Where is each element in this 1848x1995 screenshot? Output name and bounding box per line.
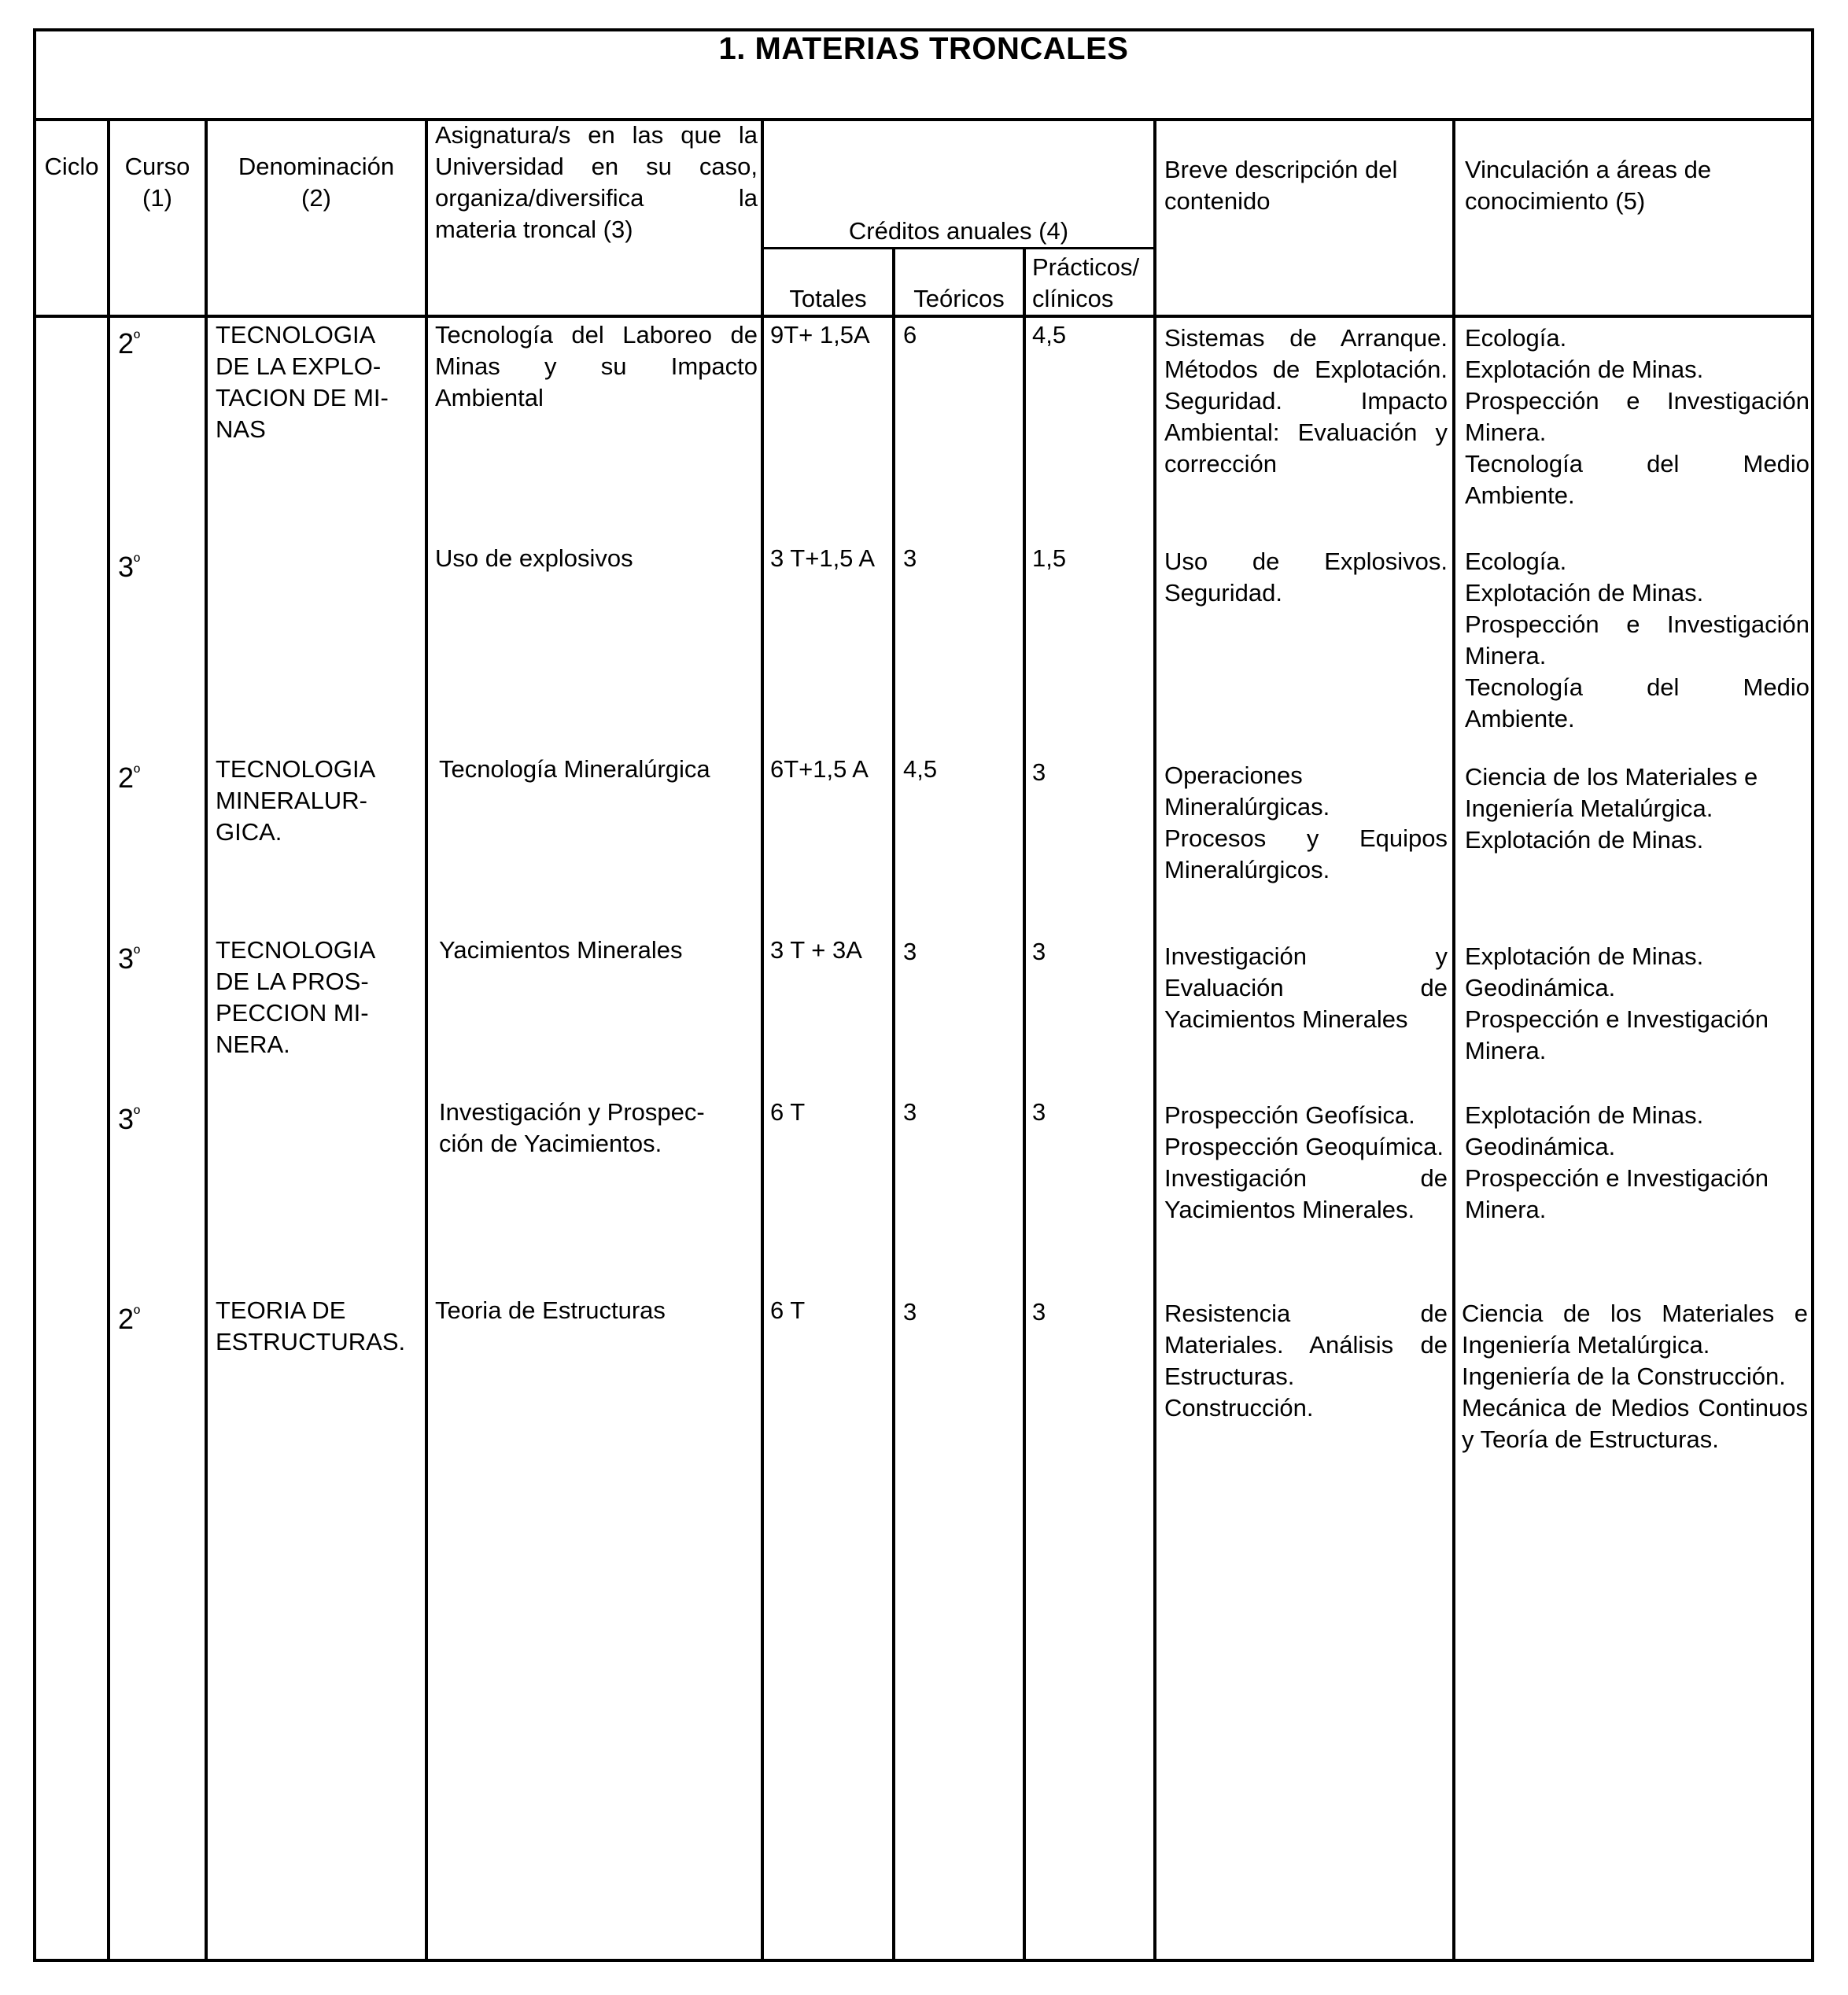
header-descripcion: Breve descripción del contenido: [1164, 156, 1398, 215]
header-denominacion: Denominación (2): [238, 153, 395, 212]
row-2-vinculacion: Ecología. Explotación de Minas. Prospección e Investigación Minera. Tecnología del Medio Ambiente.: [1465, 548, 1809, 732]
row-4-teoricos: 3: [903, 938, 917, 965]
row-3-teoricos: 4,5: [903, 755, 938, 783]
row-6-vinculacion: Ciencia de los Materiales e Ingeniería Metalúrgica. Ingeniería de la Construcción. Mecánica de Medios Continuos y Teoría de Estructuras.: [1462, 1300, 1808, 1453]
row-5-asignatura: Investigación y Prospec- ción de Yacimientos.: [439, 1098, 705, 1157]
row-4-descripcion: Investigación y Evaluación de Yacimientos Minerales: [1164, 942, 1448, 1033]
row-4-vinculacion: Explotación de Minas. Geodinámica. Prospección e Investigación Minera.: [1465, 942, 1769, 1064]
header-practicos: Prácticos/ clínicos: [1032, 253, 1140, 312]
row-6-denominacion: TEORIA DE ESTRUCTURAS.: [216, 1296, 406, 1355]
row-1-curso: $2^º$: [118, 327, 141, 360]
row-1-denominacion: TECNOLOGIA DE LA EXPLO- TACION DE MI- NAS: [216, 321, 389, 443]
header-ciclo: Ciclo: [44, 153, 99, 180]
row-3-denominacion: TECNOLOGIA MINERALUR- GICA.: [216, 755, 376, 846]
row-6-asignatura: Teoria de Estructuras: [435, 1296, 666, 1324]
row-1-practicos: 4,5: [1032, 321, 1067, 348]
row-4-curso: $3^º$: [118, 942, 141, 975]
row-2-descripcion: Uso de Explosivos. Seguridad.: [1164, 548, 1448, 607]
row-5-totales: 6 T: [770, 1098, 806, 1126]
row-6-practicos: 3: [1032, 1298, 1046, 1326]
row-1-teoricos: 6: [903, 321, 917, 348]
row-3-vinculacion: Ciencia de los Materiales e Ingeniería Metalúrgica. Explotación de Minas.: [1465, 763, 1758, 854]
header-asignatura: Asignatura/s en las que la Universidad en su caso, organiza/diversifica la materia troncal (3): [435, 121, 758, 243]
divider-teoricos-practicos: [1023, 249, 1026, 1962]
row-3-practicos: 3: [1032, 758, 1046, 786]
row-4-denominacion: TECNOLOGIA DE LA PROS- PECCION MI- NERA.: [216, 936, 376, 1058]
divider-ciclo-curso: [107, 120, 110, 1962]
row-1-vinculacion: Ecología. Explotación de Minas. Prospección e Investigación Minera. Tecnología del Medio Ambiente.: [1465, 324, 1809, 509]
row-2-totales: 3 T+1,5 A: [770, 544, 876, 572]
row-6-teoricos: 3: [903, 1298, 917, 1326]
row-6-curso: $2^º$: [118, 1303, 141, 1335]
header-curso: Curso (1): [124, 153, 190, 212]
page-title: 1. MATERIAS TRONCALES: [718, 31, 1129, 66]
header-vinculacion: Vinculación a áreas de conocimiento (5): [1465, 156, 1712, 215]
header-teoricos: Teóricos: [913, 285, 1005, 312]
row-5-vinculacion: Explotación de Minas. Geodinámica. Prospección e Investigación Minera.: [1465, 1101, 1769, 1223]
row-4-practicos: 3: [1032, 938, 1046, 965]
row-3-asignatura: Tecnología Mineralúrgica: [439, 755, 710, 783]
row-1-totales: 9T+ 1,5A: [770, 321, 870, 348]
row-5-curso: $3^º$: [118, 1103, 141, 1135]
row-2-practicos: 1,5: [1032, 544, 1067, 572]
row-2-curso: $3^º$: [118, 551, 141, 583]
row-2-teoricos: 3: [903, 544, 917, 572]
header-creditos-anuales: Créditos anuales (4): [848, 217, 1069, 245]
row-4-totales: 3 T + 3A: [770, 936, 862, 964]
row-6-descripcion: Resistencia de Materiales. Análisis de Estructuras. Construcción.: [1164, 1300, 1448, 1422]
creditos-subheader-rule: [761, 247, 1156, 249]
divider-curso-denominacion: [205, 120, 208, 1962]
row-3-curso: $2^º$: [118, 761, 141, 794]
divider-asignatura-totales: [761, 120, 764, 1962]
row-3-totales: 6T+1,5 A: [770, 755, 869, 783]
row-5-descripcion: Prospección Geofísica. Prospección Geoquímica. Investigación de Yacimientos Minerales.: [1164, 1101, 1448, 1223]
header-bottom-rule: [33, 315, 1814, 318]
row-1-asignatura: Tecnología del Laboreo de Minas y su Impacto Ambiental: [435, 321, 758, 411]
row-5-practicos: 3: [1032, 1098, 1046, 1126]
row-2-asignatura: Uso de explosivos: [435, 544, 633, 572]
title-bar: [33, 28, 1814, 121]
divider-descripcion-vinculacion: [1452, 120, 1455, 1962]
row-6-totales: 6 T: [770, 1296, 806, 1324]
row-4-asignatura: Yacimientos Minerales: [439, 936, 683, 964]
row-1-descripcion: Sistemas de Arranque. Métodos de Explotación. Seguridad. Impacto Ambiental: Evaluación y corrección: [1164, 324, 1448, 478]
header-totales: Totales: [789, 285, 867, 312]
divider-denominacion-asignatura: [425, 120, 428, 1962]
row-5-teoricos: 3: [903, 1098, 917, 1126]
divider-practicos-descripcion: [1153, 120, 1156, 1962]
row-3-descripcion: Operaciones Mineralúrgicas. Procesos y Equipos Mineralúrgicos.: [1164, 761, 1448, 883]
